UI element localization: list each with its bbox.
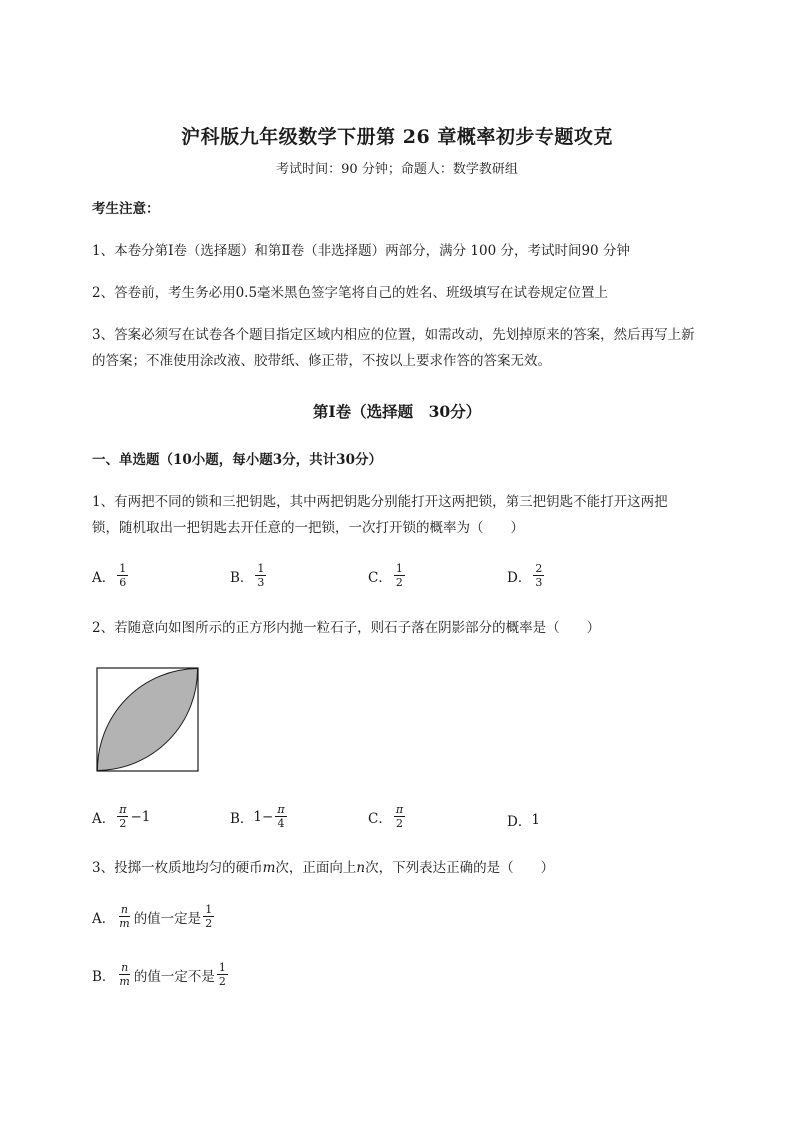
notice-heading: 考生注意： xyxy=(92,201,160,217)
option-label: A． xyxy=(92,910,116,927)
q1-text-line-2: 锁，随机取出一把钥匙去开任意的一把锁，一次打开锁的概率为（ ） xyxy=(92,520,524,536)
fraction: $\frac{1}{2}$ xyxy=(395,562,403,589)
option-label: B． xyxy=(230,810,254,827)
q3-text: 3、投掷一枚质地均匀的硬币m次，正面向上n次，下列表达正确的是（ ） xyxy=(92,860,555,876)
q1-option-d[interactable] xyxy=(507,562,546,589)
fraction: $\frac{\pi}{2}$ xyxy=(119,803,127,830)
option-label: C． xyxy=(368,569,392,586)
q2-option-a[interactable] xyxy=(92,803,150,830)
q1-option-c[interactable] xyxy=(368,562,407,589)
notice-item-1: 1、本卷分第Ⅰ卷（选择题）和第Ⅱ卷（非选择题）两部分，满分 100 分，考试时间90 分钟 xyxy=(92,243,630,259)
q1-option-a[interactable] xyxy=(92,562,130,589)
fraction: $\frac{n}{m}$ xyxy=(119,961,130,988)
option-label: B． xyxy=(92,968,116,985)
option-value: 1 xyxy=(531,812,540,828)
option-label: A． xyxy=(92,569,116,586)
var-m: m xyxy=(262,860,276,876)
page-title: 沪科版九年级数学下册第 26 章概率初步专题攻克 xyxy=(181,126,613,148)
option-prefix: 1− xyxy=(253,808,274,825)
option-label: C． xyxy=(368,810,392,827)
var-n: n xyxy=(356,860,366,876)
option-label: D． xyxy=(507,814,532,830)
notice-item-3-line-2: 的答案；不准使用涂改液、胶带纸、修正带，不按以上要求作答的答案无效。 xyxy=(92,353,551,369)
square-leaf-figure xyxy=(96,667,200,773)
fraction: $\frac{\pi}{2}$ xyxy=(395,803,404,830)
q3-option-a[interactable] xyxy=(92,903,216,930)
option-label: D． xyxy=(507,569,532,586)
option-label: A． xyxy=(92,810,116,827)
fraction: $\frac{\pi}{4}$ xyxy=(277,803,285,830)
q2-option-c[interactable] xyxy=(368,803,407,830)
q2-option-d[interactable] xyxy=(507,810,540,830)
q3-option-b[interactable] xyxy=(92,961,230,988)
section-title: 第Ⅰ卷（选择题 30分） xyxy=(312,402,482,421)
fraction: $\frac{1}{2}$ xyxy=(218,961,226,988)
q1-option-b[interactable] xyxy=(230,562,268,589)
option-label: B． xyxy=(230,569,254,586)
part-heading: 一、单选题（10小题，每小题3分，共计30分） xyxy=(92,452,382,468)
fraction: $\frac{n}{m}$ xyxy=(119,903,130,930)
option-text: 的值一定不是 xyxy=(133,968,215,985)
q2-option-b[interactable] xyxy=(230,803,289,830)
fraction: $\frac{1}{6}$ xyxy=(119,562,127,589)
exam-info: 考试时间：90 分钟；命题人：数学教研组 xyxy=(276,162,518,177)
notice-item-3-line-1: 3、答案必须写在试卷各个题目指定区域内相应的位置，如需改动，先划掉原来的答案，然后再写上新 xyxy=(92,327,695,343)
fraction: $\frac{1}{3}$ xyxy=(257,562,265,589)
option-suffix: −1 xyxy=(130,808,151,825)
option-text: 的值一定是 xyxy=(133,910,202,927)
q1-text-line-1: 1、有两把不同的锁和三把钥匙，其中两把钥匙分别能打开这两把锁，第三把钥匙不能打开这两把 xyxy=(92,494,668,510)
fraction: $\frac{2}{3}$ xyxy=(535,562,543,589)
q2-text: 2、若随意向如图所示的正方形内抛一粒石子，则石子落在阴影部分的概率是（ ） xyxy=(92,620,601,636)
fraction: $\frac{1}{2}$ xyxy=(205,903,213,930)
notice-item-2: 2、答卷前，考生务必用0.5毫米黑色签字笔将自己的姓名、班级填写在试卷规定位置上 xyxy=(92,285,609,301)
